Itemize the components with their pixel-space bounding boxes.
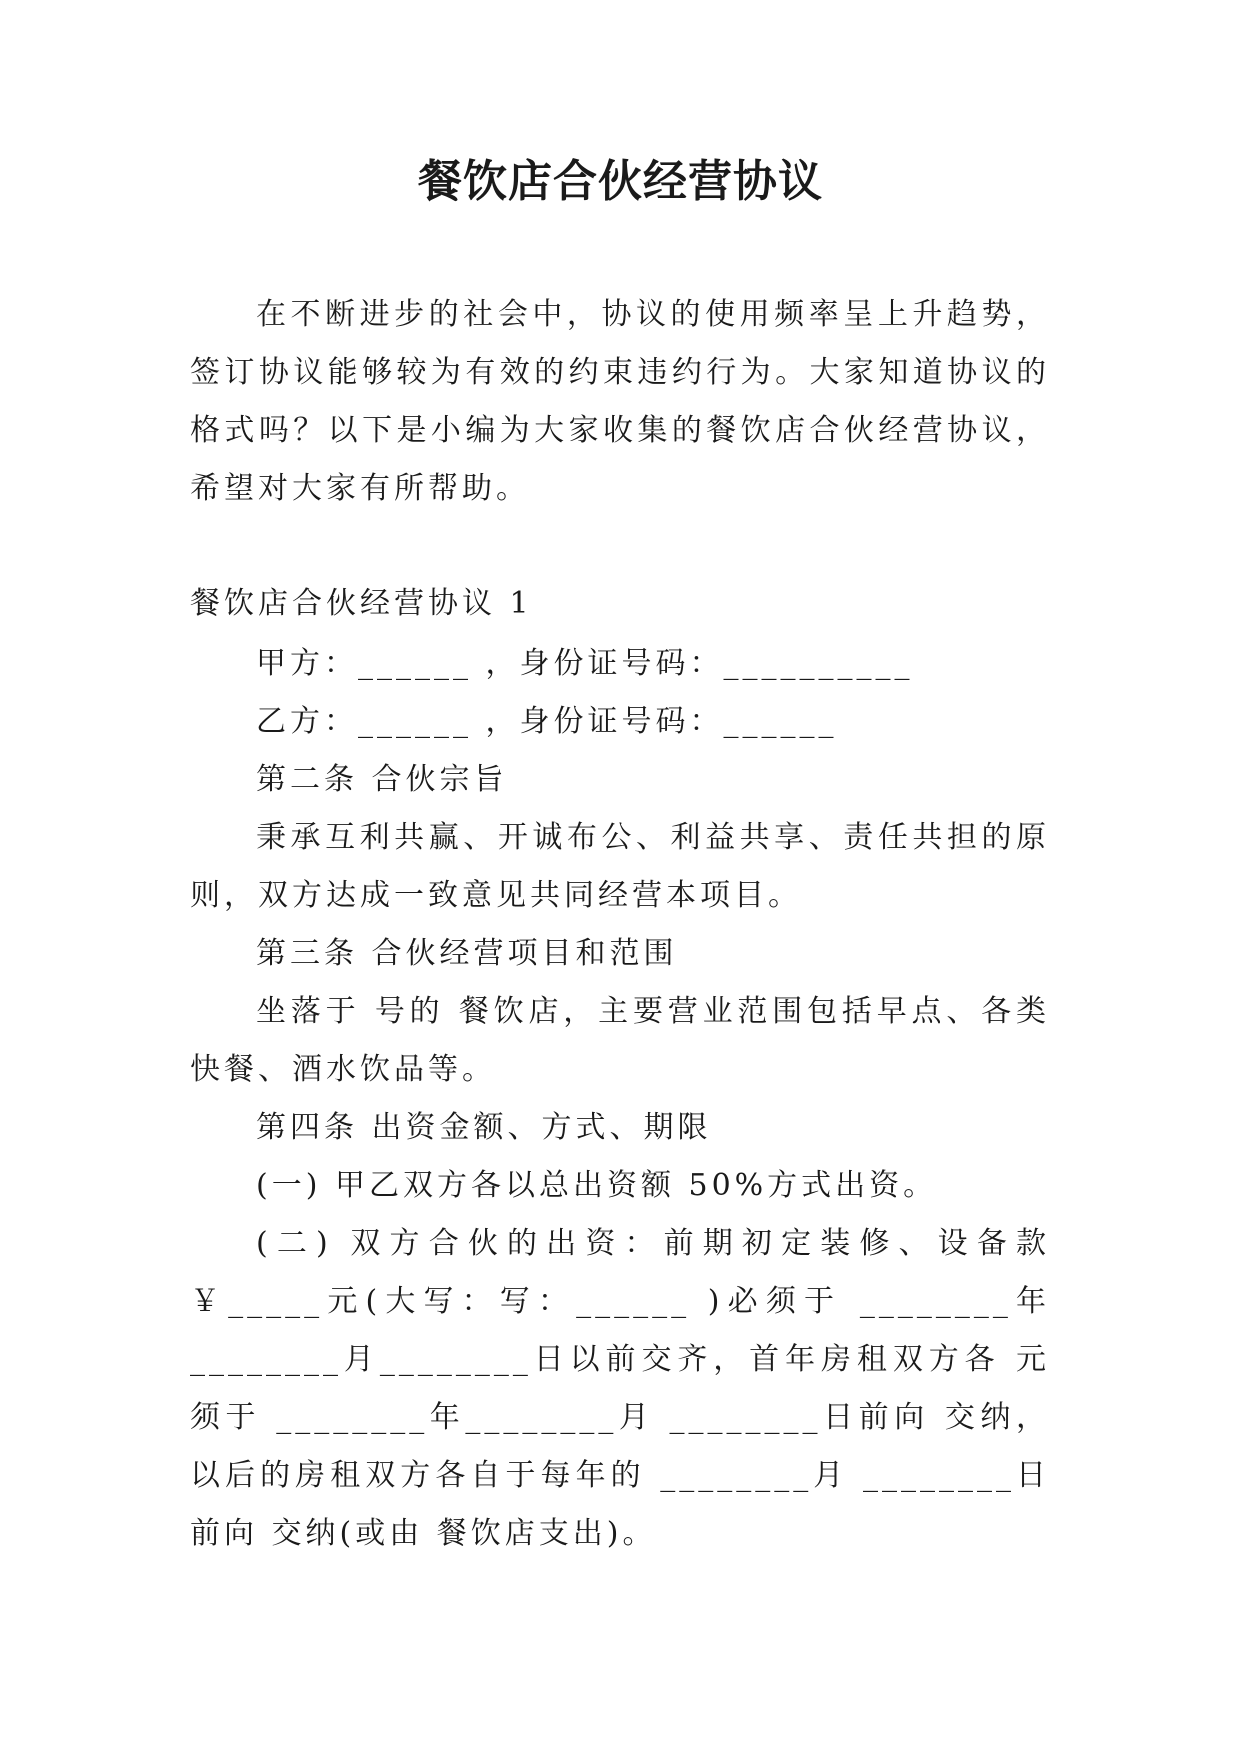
article-3-title: 第三条 合伙经营项目和范围	[256, 936, 678, 971]
party-b-line: 乙方：______ ，身份证号码：______	[256, 704, 838, 739]
section-heading: 餐饮店合伙经营协议 1	[190, 586, 533, 621]
article-2-body: 秉承互利共赢、开诚布公、利益共享、责任共担的原则，双方达成一致意见共同经营本项目。	[190, 820, 1050, 913]
intro-paragraph: 在不断进步的社会中，协议的使用频率呈上升趋势，签订协议能够较为有效的约束违约行为。大家知道协议的格式吗？以下是小编为大家收集的餐饮店合伙经营协议，希望对大家有所帮助。	[190, 297, 1050, 506]
article-3-body: 坐落于 号的 餐饮店，主要营业范围包括早点、各类快餐、酒水饮品等。	[190, 994, 1050, 1087]
party-a-line: 甲方：______ ，身份证号码：__________	[256, 646, 914, 681]
article-2-title: 第二条 合伙宗旨	[256, 762, 508, 797]
document-title: 餐饮店合伙经营协议	[418, 156, 823, 207]
article-4-item-2: (二) 双方合伙的出资：前期初定装修、设备款￥_____元(大写：写：______ )必须于 ________年 ________月________日以前交齐，首年房租双方各 元须于 ________年________月 ________日前向 交纳，以后的房租双方各自于每年的 ________月 ________日前向 交纳(或由 餐饮店支出)。	[190, 1226, 1050, 1551]
article-4-title: 第四条 出资金额、方式、期限	[256, 1110, 712, 1145]
article-4-item-1: (一) 甲乙双方各以总出资额 50%方式出资。	[256, 1168, 938, 1203]
